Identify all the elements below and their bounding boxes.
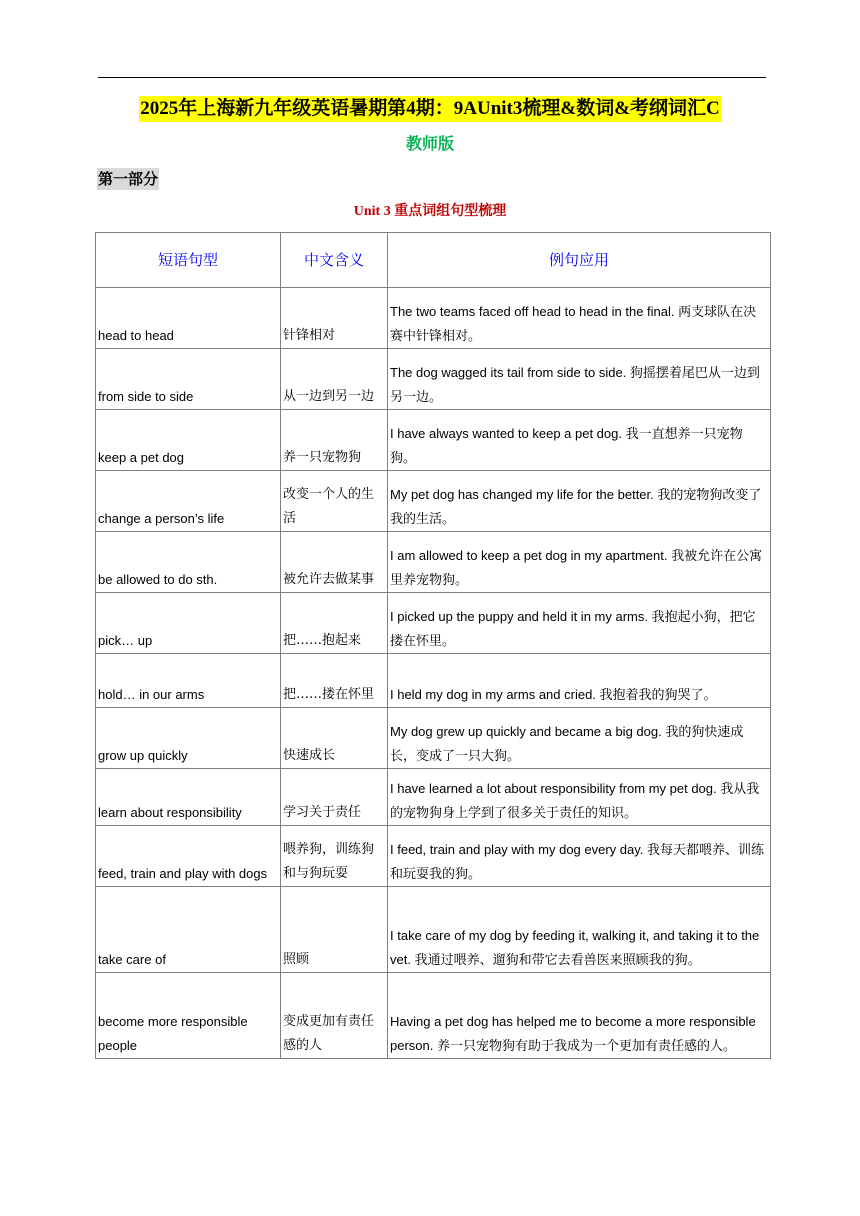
table-row: [96, 288, 771, 349]
document-title: 2025年上海新九年级英语暑期第4期：9AUnit3梳理&数词&考纲词汇C: [139, 96, 721, 122]
table-row: [96, 887, 771, 973]
table-body: [96, 288, 771, 1059]
meaning-cell: 养一只宠物狗: [281, 410, 388, 471]
example-cell: Having a pet dog has helped me to become a more responsible person. 养一只宠物狗有助于我成为一个更加有责任感的人。: [388, 973, 771, 1059]
section-title: Unit 3 重点词组句型梳理: [353, 204, 507, 219]
example-cell: My dog grew up quickly and became a big dog. 我的狗快速成长，变成了一只大狗。: [388, 708, 771, 769]
meaning-cell: 学习关于责任: [281, 769, 388, 826]
vocab-table: [95, 232, 771, 1059]
meaning-cell: 把……抱起来: [281, 593, 388, 654]
meaning-cell: 把……搂在怀里: [281, 654, 388, 708]
phrase-cell: be allowed to do sth.: [96, 532, 281, 593]
example-cell: I am allowed to keep a pet dog in my apartment. 我被允许在公寓里养宠物狗。: [388, 532, 771, 593]
meaning-cell: 变成更加有责任感的人: [281, 973, 388, 1059]
meaning-cell: 快速成长: [281, 708, 388, 769]
example-cell: I take care of my dog by feeding it, walking it, and taking it to the vet. 我通过喂养、遛狗和带它去看兽医来照顾我的狗。: [388, 887, 771, 973]
title-wrap: [0, 96, 860, 122]
phrase-cell: feed, train and play with dogs: [96, 826, 281, 887]
header-rule: [98, 77, 766, 78]
column-header-phrase: 短语句型: [96, 233, 281, 288]
part-heading: 第一部分: [98, 170, 159, 188]
example-cell: My pet dog has changed my life for the better. 我的宠物狗改变了我的生活。: [388, 471, 771, 532]
table-row: [96, 471, 771, 532]
phrase-cell: pick… up: [96, 593, 281, 654]
meaning-cell: 照顾: [281, 887, 388, 973]
meaning-cell: 被允许去做某事: [281, 532, 388, 593]
phrase-cell: change a person’s life: [96, 471, 281, 532]
table-header-row: [96, 233, 771, 288]
table-row: [96, 593, 771, 654]
table-row: [96, 654, 771, 708]
table-row: [96, 769, 771, 826]
example-cell: The dog wagged its tail from side to side. 狗摇摆着尾巴从一边到另一边。: [388, 349, 771, 410]
phrase-cell: hold… in our arms: [96, 654, 281, 708]
column-header-meaning: 中文含义: [281, 233, 388, 288]
table-row: [96, 349, 771, 410]
phrase-cell: keep a pet dog: [96, 410, 281, 471]
column-header-example: 例句应用: [388, 233, 771, 288]
meaning-cell: 从一边到另一边: [281, 349, 388, 410]
table-row: [96, 708, 771, 769]
table-row: [96, 532, 771, 593]
phrase-cell: take care of: [96, 887, 281, 973]
phrase-cell: head to head: [96, 288, 281, 349]
meaning-cell: 针锋相对: [281, 288, 388, 349]
example-cell: The two teams faced off head to head in the final. 两支球队在决赛中针锋相对。: [388, 288, 771, 349]
example-cell: I picked up the puppy and held it in my arms. 我抱起小狗，把它搂在怀里。: [388, 593, 771, 654]
example-cell: I held my dog in my arms and cried. 我抱着我的狗哭了。: [388, 654, 771, 708]
table-row: [96, 826, 771, 887]
phrase-cell: from side to side: [96, 349, 281, 410]
example-cell: I feed, train and play with my dog every day. 我每天都喂养、训练和玩耍我的狗。: [388, 826, 771, 887]
meaning-cell: 改变一个人的生活: [281, 471, 388, 532]
phrase-cell: become more responsible people: [96, 973, 281, 1059]
table-row: [96, 410, 771, 471]
phrase-cell: learn about responsibility: [96, 769, 281, 826]
table-row: [96, 973, 771, 1059]
example-cell: I have learned a lot about responsibility from my pet dog. 我从我的宠物狗身上学到了很多关于责任的知识。: [388, 769, 771, 826]
meaning-cell: 喂养狗，训练狗和与狗玩耍: [281, 826, 388, 887]
example-cell: I have always wanted to keep a pet dog. 我一直想养一只宠物狗。: [388, 410, 771, 471]
edition-label: 教师版: [405, 134, 454, 153]
phrase-cell: grow up quickly: [96, 708, 281, 769]
